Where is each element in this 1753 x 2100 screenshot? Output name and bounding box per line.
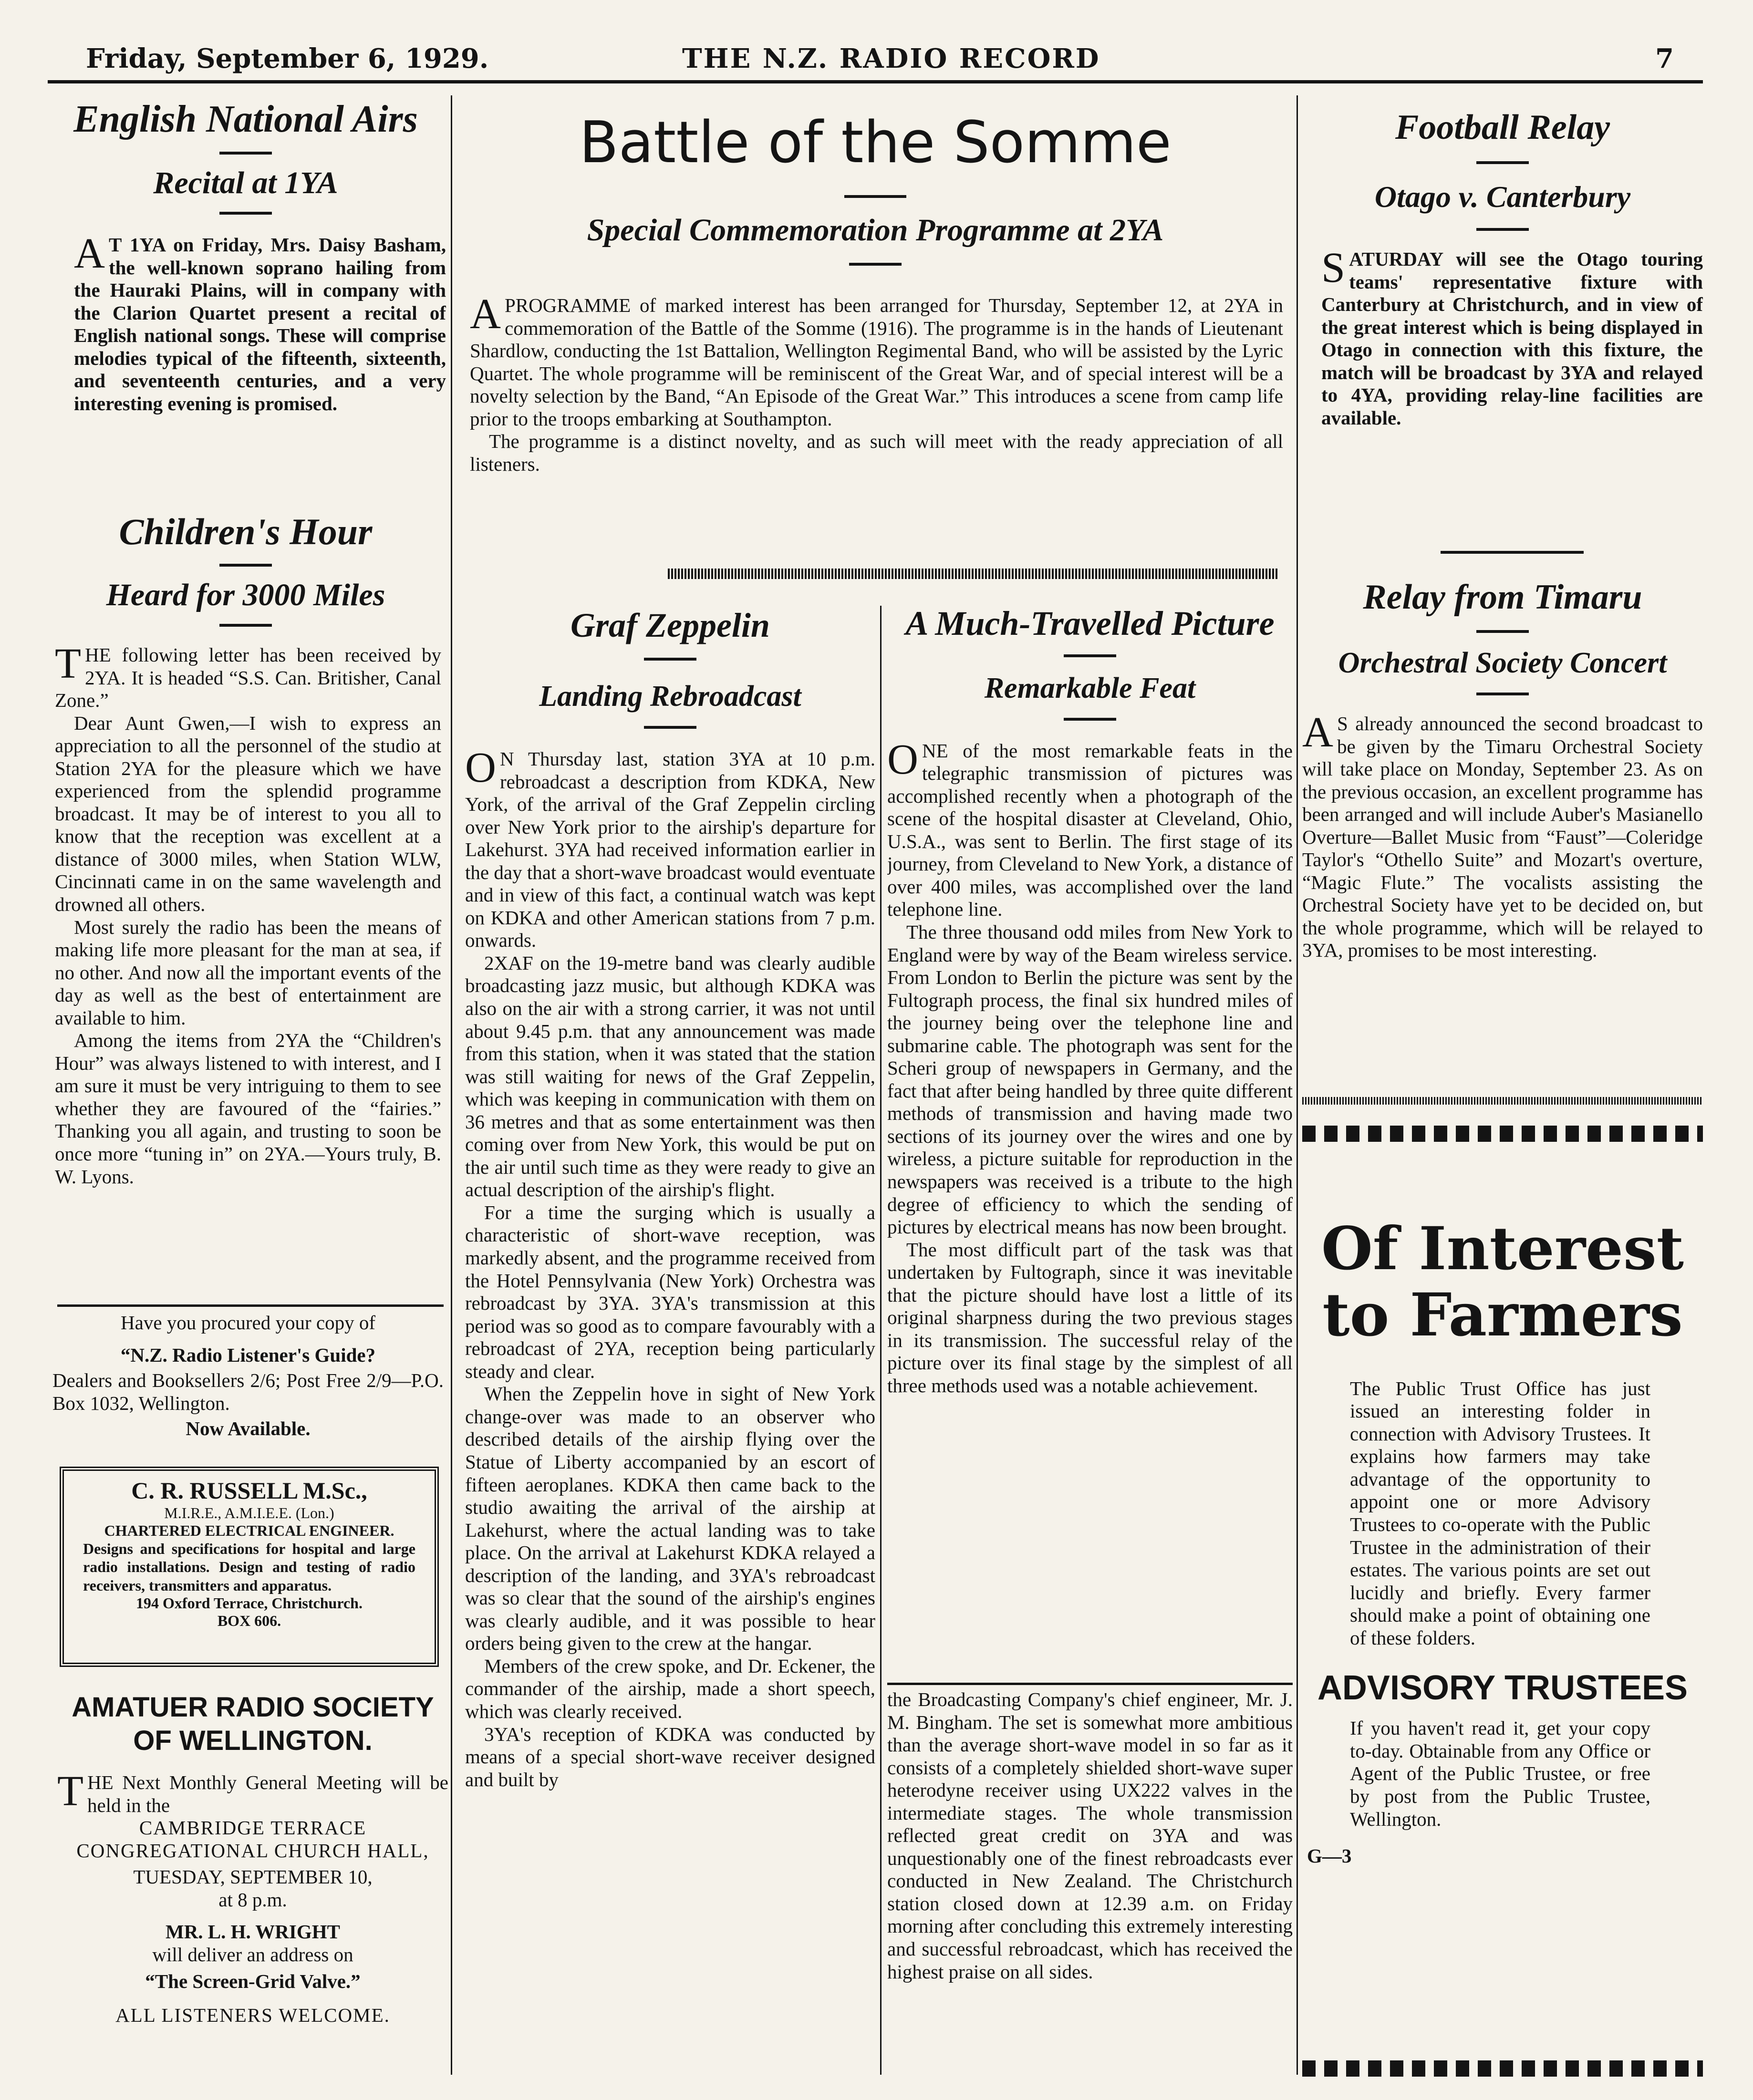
page-header	[0, 0, 1753, 83]
childrens-hour-article	[45, 510, 446, 1316]
farmers-code: G—3	[1307, 1845, 1352, 1867]
issue-date: Friday, September 6, 1929.	[86, 43, 489, 74]
society-title: AMATUER RADIO SOCIETY OF WELLINGTON.	[72, 1692, 434, 1756]
divider	[219, 152, 272, 155]
header-rule	[48, 80, 1703, 83]
somme-article	[460, 100, 1290, 539]
russell-quals: M.I.R.E., A.M.I.E.E. (Lon.)	[164, 1504, 334, 1521]
timaru-body: AS already announced the second broadcast to be given by the Timaru Orchestral Society will take place on Monday, September 23. As on the previous occasion, an excellent programme has been arranged and will include Auber's Masianello Overture—Ballet Music from “Faust”—Coleridge Taylor's “Othello Suite” and Mozart's overture, “Magic Flute.” The vocalists assisting the Orchestral Society have yet to be decided on, but the whole programme, which will be relayed to 3YA, promises to be most interesting.	[1302, 709, 1703, 962]
russell-role: CHARTERED ELECTRICAL ENGINEER.	[104, 1522, 394, 1539]
section-rule	[887, 1683, 1293, 1685]
ad-border-top	[1302, 1126, 1703, 1142]
paragraph: Among the items from 2YA the “Children's Hour” was always listened to with interest, and I am sure it must be very intriguing to them to see whether they are favoured of the “fairies.” Thanking you all again, and trusting to soon be once more “tuning in” on 2YA.—Yours truly, B. W. Lyons.	[55, 1029, 441, 1188]
divider	[219, 564, 272, 567]
russell-advertisement	[60, 1467, 439, 1667]
timaru-title: Relay from Timaru	[1363, 578, 1642, 617]
zeppelin-continuation	[887, 1688, 1293, 2084]
section-rule	[1441, 551, 1584, 554]
divider	[1476, 228, 1529, 231]
paragraph: The three thousand odd miles from New York to England were by way of the Beam wireless service. From London to Berlin the picture was sent by the Fultograph process, the final six hundred miles of the journey being over the telephone line and submarine cable. The photograph was sent for the Scheri group of newspapers in Germany, and the fact that after being handled by three quite different methods of transmission and having made two sections of its journey over the wires and one by wireless, a picture suitable for reproduction in the newspapers was received is a tribute to the high degree of efficiency to which the sending of pictures by electrical means has now been brought.	[887, 921, 1293, 1238]
farmers-cta: If you haven't read it, get your copy to-day. Obtainable from any Office or Agent of the Public Trustee, or free by post from the Public Trustee, Wellington.	[1350, 1717, 1650, 1830]
society-venue: CAMBRIDGE TERRACE CONGREGATIONAL CHURCH HALL,	[76, 1817, 429, 1862]
farmers-advertisement	[1302, 1154, 1703, 2051]
divider	[219, 212, 272, 215]
society-welcome: ALL LISTENERS WELCOME.	[115, 2004, 390, 2027]
paragraph: ONE of the most remarkable feats in the telegraphic transmission of pictures was accomplished recently when a photograph of the scene of the hospital disaster at Cleveland, Ohio, U.S.A., was sent to Berlin. The first stage of its journey, from Cleveland to New York, a distance of over 400 miles, was accomplished over the land telephone line.	[887, 735, 1293, 921]
guide-line-2: “N.Z. Radio Listener's Guide?	[120, 1344, 376, 1366]
zeppelin-subtitle: Landing Rebroadcast	[539, 680, 801, 713]
paragraph: For a time the surging which is usually a characteristic of short-wave reception, was markedly absent, and the programme received from the Hotel Pennsylvania (New York) Orchestra was rebroadcast by 3YA. 3YA's transmission at this period was so good as to compare favourably with a rebroadcast of 2YA, reception being particularly steady and clear.	[465, 1201, 875, 1382]
amateur-society-notice	[57, 1691, 448, 2082]
divider	[844, 195, 906, 198]
divider	[219, 624, 272, 627]
somme-title: Battle of the Somme	[579, 110, 1172, 176]
picture-article	[887, 606, 1293, 1681]
society-time: at 8 p.m.	[218, 1888, 287, 1911]
divider	[644, 726, 696, 729]
zeppelin-title: Graf Zeppelin	[571, 606, 770, 644]
column-rule	[1297, 95, 1298, 2075]
paragraph: When the Zeppelin hove in sight of New York change-over was made to an observer who described details of the airship flying over the Statue of Liberty accompanied by an escort of fifteen aeroplanes. KDKA then came back to the studio awaiting the arrival of the airship at Lakehurst, where the actual landing was to take place. On the arrival at Lakehurst KDKA relayed a description of the landing, and 3YA's rebroadcast was so clear that the sound of the airship's engines was clearly audible, and it was possible to hear orders being given to the crew at the hangar.	[465, 1383, 875, 1655]
english-airs-subtitle: Recital at 1YA	[153, 166, 338, 200]
divider	[1064, 718, 1116, 721]
guide-notice	[52, 1312, 444, 1455]
section-rule	[57, 1304, 444, 1307]
divider	[849, 263, 902, 266]
guide-line-3: Dealers and Booksellers 2/6; Post Free 2/9—P.O. Box 1032, Wellington.	[52, 1369, 444, 1414]
society-topic: “The Screen-Grid Valve.”	[145, 1970, 361, 1992]
paragraph: APROGRAMME of marked interest has been arranged for Thursday, September 12, at 2YA in commemoration of the Battle of the Somme (1916). The programme is in the hands of Lieutenant Shardlow, conducting the 1st Battalion, Wellington Regimental Band, who will be assisted by the Lyric Quartet. The whole programme will be reminiscent of the Great War, and of special interest will be a novelty selection by the Band, “An Episode of the Great War.” This introduces a scene from camp life prior to the troops embarking at Southampton.	[470, 290, 1283, 430]
society-date: TUESDAY, SEPTEMBER 10,	[133, 1866, 373, 1888]
paragraph: Most surely the radio has been the means of making life more pleasant for the man at sea, if no other. And now all the important events of the day as well as the best of entertainment are available to him.	[55, 916, 441, 1029]
zeppelin-article	[465, 606, 875, 2084]
russell-name: C. R. RUSSELL M.Sc.,	[131, 1477, 367, 1504]
guide-line-1: Have you procured your copy of	[121, 1312, 375, 1334]
russell-body: Designs and specifications for hospital and large radio installations. Design and testing of radio receivers, transmitters and apparatus.	[83, 1540, 415, 1594]
paragraph: Dear Aunt Gwen,—I wish to express an appreciation to all the personnel of the studio at Station 2YA for the pleasure which we have experienced from the splendid programme broadcast. It may be of interest to you all to know that the reception was excellent at a distance of 3000 miles, when Station WLW, Cincinnati came in on the same wavelength and drowned all others.	[55, 712, 441, 916]
russell-box: BOX 606.	[217, 1612, 281, 1630]
guide-line-4: Now Available.	[186, 1417, 311, 1440]
paragraph: the Broadcasting Company's chief engineer, Mr. J. M. Bingham. The set is somewhat more ambitious than the average short-wave model in so far as it consists of a completely shielded short-wave super heterodyne receiver using UX222 valves in the intermediate stages. The whole transmission reflected great credit on 3YA and was unquestionably one of the finest rebroadcasts ever conducted in New Zealand. The Christchurch station closed down at 12.39 a.m. on Friday morning after concluding this extremely interesting and successful rebroadcast, which has received the highest praise on all sides.	[887, 1688, 1293, 1983]
masthead-title: THE N.Z. RADIO RECORD	[682, 43, 1100, 74]
paragraph: The most difficult part of the task was that undertaken by Fultograph, since it was inevitable that the picture should have lost a little of its original sharpness during the two previous stages in its transmission. The successful relay of the picture over its final stage by the simplest of all three methods used was a notable achievement.	[887, 1238, 1293, 1397]
english-airs-body: AT 1YA on Friday, Mrs. Daisy Basham, the well-known soprano hailing from the Hauraki Plains, will in company with the Clarion Quartet present a recital of English national songs. These will comprise melodies typical of the fifteenth, sixteenth, and seventeenth centuries, and a very interesting evening is promised.	[74, 230, 446, 414]
english-airs-title: English National Airs	[73, 98, 418, 140]
english-airs-article	[45, 98, 446, 470]
football-body: SATURDAY will see the Otago touring teams' representative fixture with Canterbury at Christchurch, and in view of the great interest which is being displayed in Otago in connection with this fixture, the match will be broadcast by 3YA and relayed to 4YA, providing relay-line facilities are available.	[1321, 244, 1703, 429]
farmers-heading: ADVISORY TRUSTEES	[1317, 1669, 1688, 1707]
divider	[1476, 161, 1529, 164]
page-number: 7	[1655, 43, 1674, 74]
society-intro: THE Next Monthly General Meeting will be held in the	[57, 1768, 448, 1816]
ornamental-rule	[668, 569, 1278, 579]
paragraph: 2XAF on the 19-metre band was clearly audible broadcasting jazz music, but although KDKA was also on the air with a strong carrier, it was not until about 9.45 p.m. that any announcement was made from this station, when it was stated that the station was still waiting for news of the Graf Zeppelin, which was keeping in communication with them on 36 metres and that as some entertainment was then coming over from New York, this would be put on the air until such time as they were ready to give an actual description of the airship's flight.	[465, 952, 875, 1201]
column-rule	[880, 606, 882, 2075]
football-subtitle: Otago v. Canterbury	[1374, 180, 1631, 214]
divider	[1064, 654, 1116, 657]
divider	[1476, 630, 1529, 633]
childrens-hour-title: Children's Hour	[119, 511, 373, 552]
column-rule	[451, 95, 452, 2075]
timaru-subtitle: Orchestral Society Concert	[1338, 647, 1667, 679]
divider	[644, 658, 696, 661]
farmers-body: The Public Trust Office has just issued an interesting folder in connection with Advisory Trustees. It explains how farmers may take advantage of the opportunity to appoint one or more Advisory Trustees to co-operate with the Public Trustee in the administration of their estates. The various points are set out lucidly and briefly. Every farmer should make a point of obtaining one of these folders.	[1350, 1377, 1650, 1649]
divider	[1476, 693, 1529, 695]
timaru-article	[1302, 577, 1703, 1083]
paragraph: 3YA's reception of KDKA was conducted by means of a special short-wave receiver designed and built by	[465, 1723, 875, 1790]
society-speaker: MR. L. H. WRIGHT	[166, 1921, 340, 1943]
paragraph: The programme is a distinct novelty, and as such will meet with the ready appreciation of all listeners.	[470, 430, 1283, 475]
ad-border-bottom	[1302, 2060, 1703, 2077]
childrens-hour-subtitle: Heard for 3000 Miles	[106, 578, 385, 612]
somme-subtitle: Special Commemoration Programme at 2YA	[587, 213, 1164, 248]
farmers-title-line-2: to Farmers	[1322, 1280, 1683, 1350]
football-article	[1302, 98, 1703, 565]
ornamental-rule	[1302, 1097, 1703, 1105]
russell-address: 194 Oxford Terrace, Christchurch.	[136, 1594, 363, 1612]
society-deliver: will deliver an address on	[152, 1944, 353, 1966]
football-title: Football Relay	[1395, 108, 1610, 147]
picture-subtitle: Remarkable Feat	[984, 672, 1196, 704]
paragraph: ON Thursday last, station 3YA at 10 p.m. rebroadcast a description from KDKA, New York, of the arrival of the Graf Zeppelin circling over New York prior to the airship's departure for Lakehurst. 3YA had received information earlier in the day that a short-wave broadcast would eventuate and in view of this fact, a continual watch was kept on KDKA and other American stations from 7 p.m. onwards.	[465, 744, 875, 952]
paragraph: THE following letter has been received by 2YA. It is headed “S.S. Can. Britisher, Canal Zone.”	[55, 640, 441, 712]
farmers-title-line-1: Of Interest	[1321, 1214, 1684, 1283]
picture-title: A Much-Travelled Picture	[905, 606, 1275, 642]
paragraph: Members of the crew spoke, and Dr. Eckener, the commander of the airship, made a short speech, which was clearly received.	[465, 1655, 875, 1722]
